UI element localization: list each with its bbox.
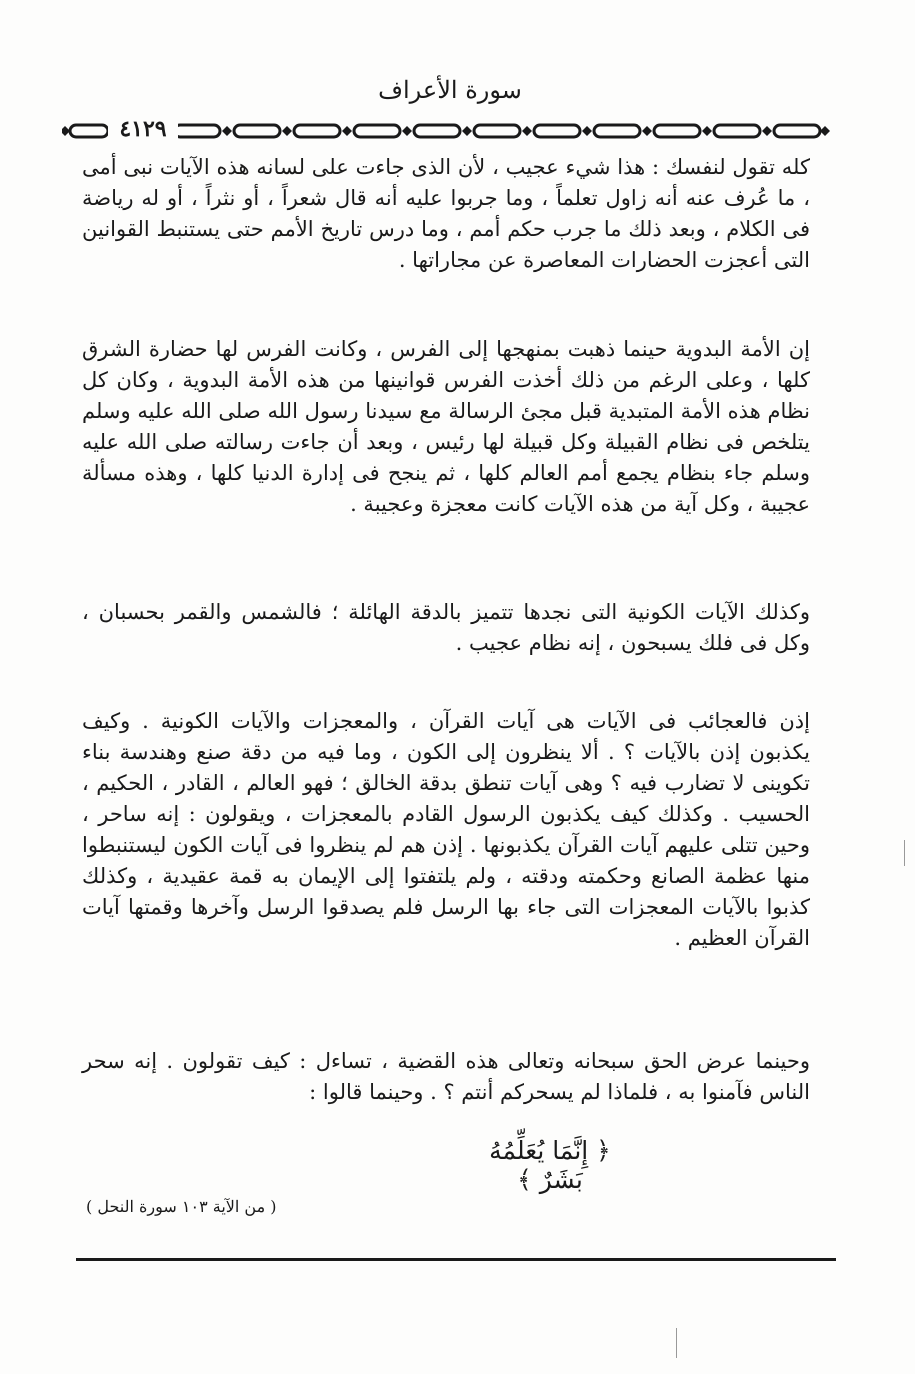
paragraph-5 [82,1046,810,1108]
paragraph-1 [82,152,810,276]
scan-mark [676,1328,677,1358]
quran-verse: ﴿ إِنَّمَا يُعَلِّمُهُ بَشَرٌ ﴾ [489,1136,611,1194]
paragraph-3 [82,597,810,659]
paragraph-2 [82,334,810,520]
verse-citation: ( من الآية ١٠٣ سورة النحل ) [86,1197,277,1216]
footer-rule [76,1258,836,1261]
paragraph-text: إن الأمة البدوية حينما ذهبت بمنهجها إلى الفرس ، وكانت الفرس لها حضارة الشرق كلها ، وعلى الرغم من ذلك أخذت الفرس قوانينها من هذه الأمة البدوية ، وكان كل نظام هذه الأمة المتبدية قبل مجئ الرسالة مع سيدنا رسول الله صلى الله عليه وسلم يتلخص فى نظام القبيلة وكل قبيلة لها رئيس ، وبعد أن جاءت رسالته صلى الله عليه وسلم جاء بنظام يجمع أمم العالم كلها ، ثم ينجح فى إدارة الدنيا كلها ، وهذه مسألة عجيبة ، وكل آية من هذه الآيات كانت معجزة وعجيبة . [82,337,810,516]
scan-mark [904,840,905,866]
paragraph-text: وكذلك الآيات الكونية التى نجدها تتميز بالدقة الهائلة ؛ فالشمس والقمر بحسبان ، وكل فى فلك يسبحون ، إنه نظام عجيب . [82,600,810,655]
surah-title: سورة الأعراف [378,76,522,104]
paragraph-text: كله تقول لنفسك : هذا شيء عجيب ، لأن الذى جاءت على لسانه هذه الآيات نبى أمى ، ما عُرف عنه أنه زاول تعلماً ، وما جربوا عليه أنه قال شعراً ، أو نثراً ، أو له رياضة فى الكلام ، وبعد ذلك ما جرب حكم أمم ، وما درس تاريخ الأمم حتى يستنبط القوانين التى أعجزت الحضارات المعاصرة عن مجاراتها . [82,155,810,272]
paragraph-4 [82,706,810,954]
paragraph-text: وحينما عرض الحق سبحانه وتعالى هذه القضية ، تساءل : كيف تقولون . إنه سحر الناس فآمنوا به ، فلماذا لم يسحركم أنتم ؟ . وحينما قالوا : [82,1049,810,1104]
page-number: ٤١٢٩ [108,116,178,142]
paragraph-text: إذن فالعجائب فى الآيات هى آيات القرآن ، والمعجزات والآيات الكونية . وكيف يكذبون إذن بالآيات ؟ . ألا ينظرون إلى الكون ، وما فيه من دقة صنع وهندسة بناء تكوينى لا تضارب فيه ؟ وهى آيات تنطق بدقة الخالق ؛ فهو العالم ، القادر ، الحكيم ، الحسيب . وكذلك كيف يكذبون الرسول القادم بالمعجزات ، ويقولون : إنه ساحر ، وحين تتلى عليهم آيات القرآن يكذبونها . إذن هم لم ينظروا فى آيات الكون ليستنبطوا منها عظمة الصانع وحكمته ودقته ، ولم يلتفتوا إلى الإيمان به قمة عقيدية ، وكذلك كذبوا بالآيات المعجزات التى جاء بها الرسل فلم يصدقوا الرسل وآخرها وقمتها آيات القرآن العظيم . [82,709,810,950]
